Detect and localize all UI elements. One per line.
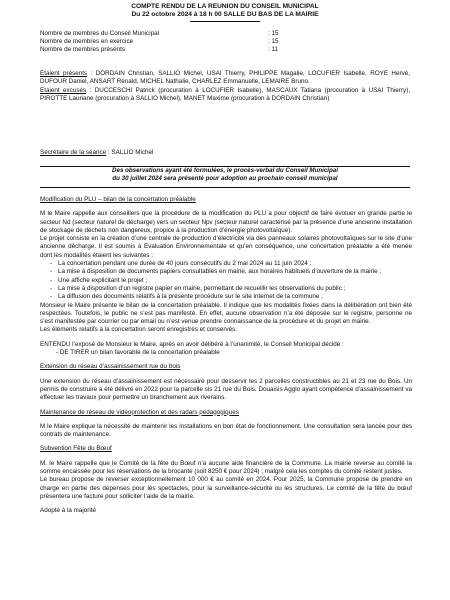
report-header — [35, 3, 415, 22]
boeuf-paragraph: M. le Maire rappelle que le Comité de la fête du Bœuf n’a aucune aide financière de la Commune. La mairie reverse au comité la somme encaissée pour les réservations de la brocante (soit 8250 € pour 2024) ; malgré cela les comptes du comité restent justes. — [40, 459, 412, 476]
observations-box — [40, 166, 410, 188]
section-heading-video: Maintenance de réseau de vidéoprotection et des radars pédagogiques — [40, 408, 239, 416]
list-item: - Une affiche explicitant le projet ; — [50, 277, 412, 285]
members-row — [40, 46, 340, 54]
list-item: - La diffusion des documents relatifs à la présente procédure sur le site internet de la commune ; — [50, 293, 412, 301]
section-heading-plu: Modification du PLU – bilan de la concertation préalable — [40, 196, 196, 203]
present-label: Etaient présents — [40, 70, 88, 77]
list-item: - La mise à disposition de documents papiers consultables en mairie, aux horaires habituels d’ouverture de la mairie ; — [50, 268, 412, 276]
present-paragraph — [40, 70, 410, 87]
section-heading-reseau: Extension du réseau d’assainissement rue du bois — [40, 363, 181, 371]
secretary-line — [40, 149, 410, 157]
list-item: - La mise à disposition d’un registre papier en mairie, permettant de recueillir les observations du public ; — [50, 285, 412, 293]
report-title: COMPTE RENDU DE LA REUNION DU CONSEIL MUNICIPAL — [131, 3, 319, 10]
reseau-paragraph: Une extension du réseau d’assainissement est nécessaire pour desservir les 2 parcelles constructibles au 21 et 23 rue du Bois. Un permis de construire a été délivré en 2022 pour la parcelle sis 21 rue du Bois. Douaisis Agglo ayant compétence d’assainissement va effectuer les travaux pour permettre un branchement aux riverains. — [40, 377, 412, 402]
meeting-date: Du 22 octobre 2024 à 18 h 00 SALLE DU BAS DE LA MAIRIE — [131, 11, 319, 19]
plu-paragraph: Monsieur le Maire présente le bilan de la concertation préalable. Il indique que les modalités fixées dans la délibération ont bien été respectées. Toutefois, le public ne s’est pas manifesté. En effet, aucune observation n’a été déposée sur le registre, personne ne s’est manifestée par courrier ou par email ou n’est venue prendre connaissance de la procédure et du projet en mairie. — [40, 301, 412, 326]
present-list: : DORDAIN Christian, SALLIO Michel, USAI Thierry, PHILIPPE Magalie, LOCUFIER Isabelle, ROYE Hervé, DUFOUR Daniel, ANSART Rénald, MICHEL Nathalie, CHARLEZ Emmanuelle, LEMAIRE Bruno. — [40, 70, 410, 86]
section-heading-boeuf: Subvention Fête du Bœuf — [40, 445, 112, 453]
members-row-value: : 11 — [268, 46, 279, 54]
members-row-value: : 15 — [268, 30, 279, 37]
members-row-label: Nombre de membres présents — [40, 46, 126, 54]
plu-decision: ENTENDU l’exposé de Monsieur le Maire, après en avoir délibéré à l’unanimité, le Conseil Municipal décide : — [40, 340, 344, 348]
attendance-block — [40, 70, 410, 103]
observations-line: du 30 juillet 2024 sera présenté pour adoption au prochain conseil municipal — [112, 175, 338, 183]
plu-paragraph: Le projet consiste en la création d’une centrale de production d’électricité via des panneaux solaires photovoltaïques sur le site d’une ancienne décharge. Il est soumis à Evaluation Environnementale et qu’en conséquence, une concertation préalable a été menée dont les modalités étaient les suivantes : — [40, 235, 412, 259]
members-row-value: : 15 — [268, 38, 279, 46]
secretary-label: Secrétaire de la séance — [40, 149, 107, 156]
members-row — [40, 30, 340, 38]
members-row-label: Nombre de membres en exercice — [40, 38, 134, 46]
observations-line: Des observations ayant été formulées, le procès-verbal du Conseil Municipal — [112, 167, 338, 174]
video-paragraph: M le Maire explique la nécessité de maintenir les installations en bon état de fonctionnement. Une consultation sera lancée pour des contrats de maintenance. — [40, 422, 412, 439]
plu-decision-item: - DE TIRER un bilan favorable de la concertation préalable — [56, 349, 220, 357]
members-count-block — [40, 30, 340, 55]
secretary-name: : SALLIO Michel — [106, 149, 154, 156]
plu-modalities-list — [40, 260, 412, 301]
plu-paragraph: Les éléments relatifs à la concertation seront enregistrés et conservés. — [40, 326, 238, 334]
header-divider — [190, 21, 260, 22]
plu-paragraph: M le Maire rappelle aux conseillers que la procédure de la modification du PLU a pour objectif de faire évoluer en grande partie le secteur Nd (secteur naturel de décharge) vers un secteur Npv (secteur naturel caractérisé par la présence d’une ancienne installation de stockage de déchets non dangereux, propice à la production d’énergie photovoltaïque). — [40, 210, 412, 234]
report-body — [40, 196, 412, 516]
list-item: - La concertation pendant une durée de 40 jours consécutifs du 2 mai 2024 au 11 juin 2024 ; — [50, 260, 412, 268]
excused-list: : DUCCESCHI Patrick (procuration à LOCUFIER Isabelle), MASCAUX Tatiana (procuration à USAI Thierry), PIROTTE Lauriane (procuration à SALLIO Michel), MANET Maxime (procuration à DORDAIN Christian) — [40, 86, 410, 102]
boeuf-paragraph: Le bureau propose de reverser exceptionnellement 10 000 € au comité en 2024. Pour 2025, la Commune propose de prendre en charge en partie des dépenses pour les spectacles, pour la surveillance-sécurité ou les structures. Le comité de la fête du bœuf présentera une facture pour solliciter l’aide de la mairie. — [40, 476, 412, 500]
boeuf-vote-result: Adopté à la majorité — [40, 507, 97, 515]
members-row — [40, 38, 340, 46]
members-row-label: Nombre de membres du Conseil Municipal — [40, 30, 159, 37]
excused-label: Etaient excusés — [40, 86, 87, 94]
excused-paragraph — [40, 87, 410, 104]
